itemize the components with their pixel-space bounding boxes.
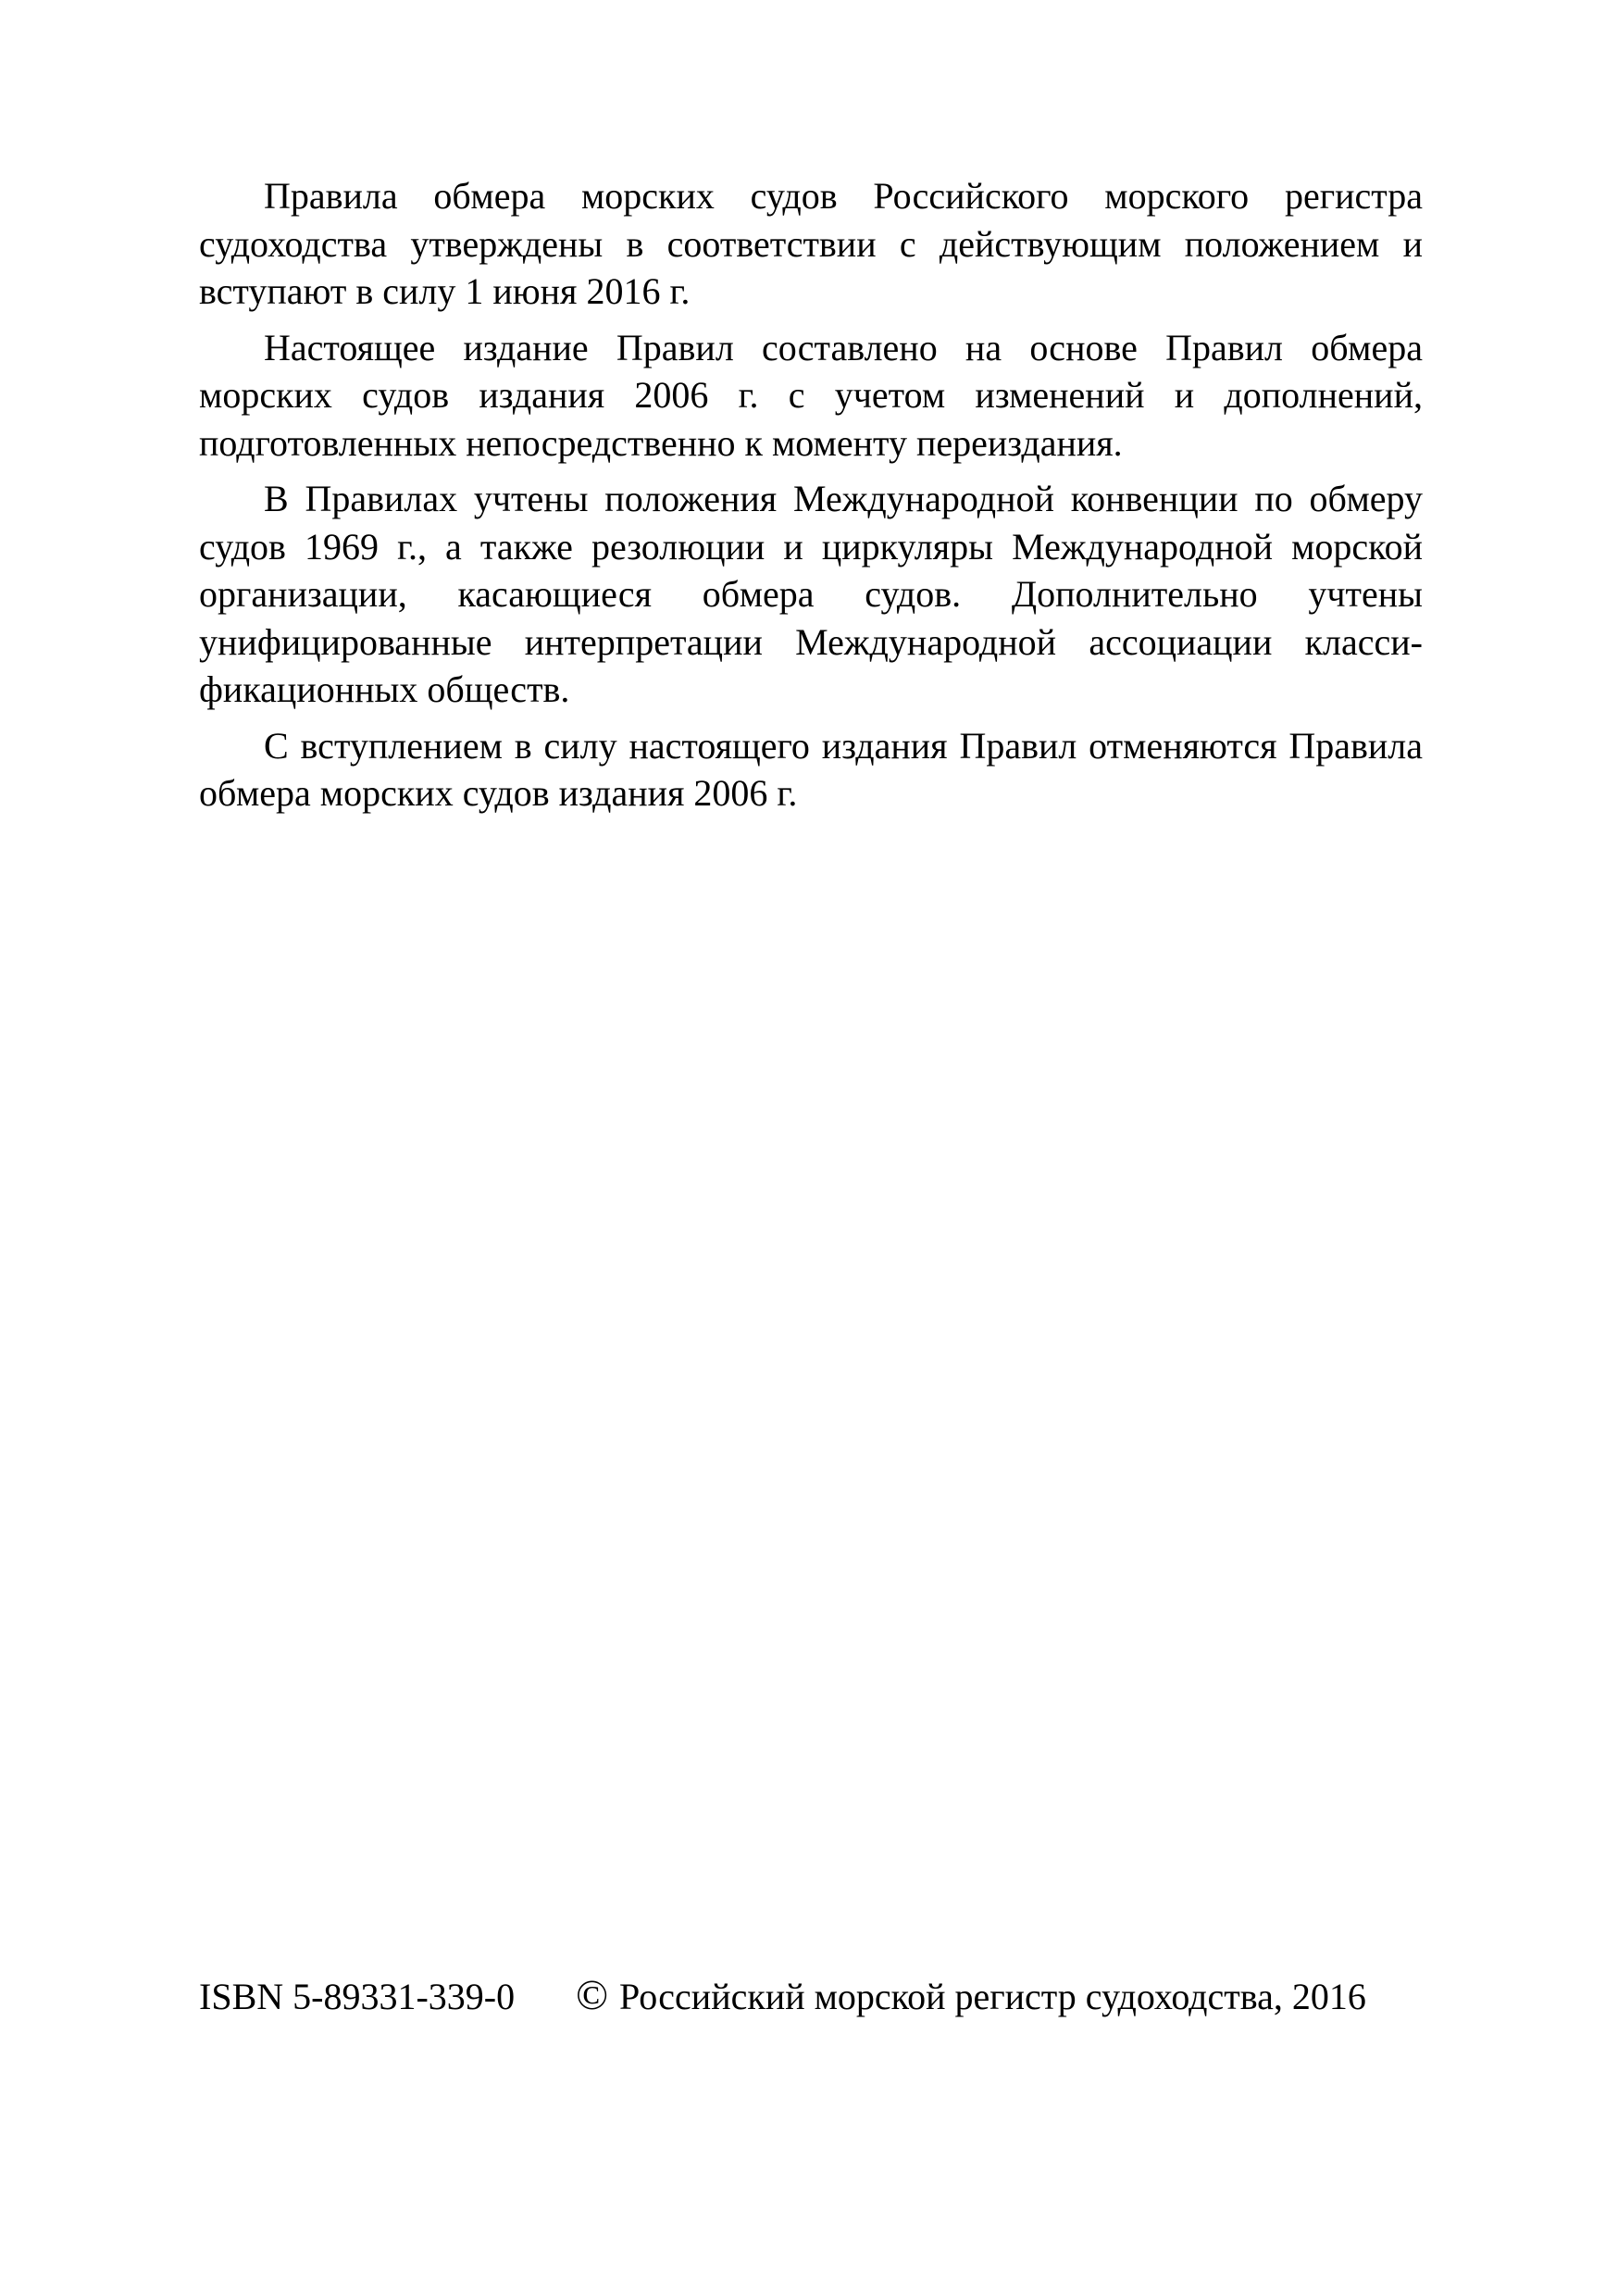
paragraph-edition-basis: Настоящее издание Правил составлено на основе Правил обмера морских судов издания 2006 г. с учетом изменений и дополнений, подготовленных непосредственно к моменту переиздания.: [199, 326, 1423, 464]
paragraph-convention-provisions: В Правилах учтены положения Международной конвенции по обмеру судов 1969 г., а также резолюции и циркуляры Международной морской организации, касающиеся обмера судов. Дополнительно учтены унифицированные интерпретации Международной ассоциации классификационных обществ.: [199, 478, 1423, 710]
paragraph-previous-edition-cancelled: С вступлением в силу настоящего издания Правил отменяются Правила обмера морских судов издания 2006 г.: [199, 724, 1423, 814]
paragraph-rules-approval: Правила обмера морских судов Российского морского регистра судоходства утверждены в соответствии с действующим положением и вступают в силу 1 июня 2016 г.: [199, 175, 1423, 312]
body-text: [199, 172, 1423, 817]
copyright-icon: ©: [576, 1971, 609, 2018]
copyright-holder: Российский морской регистр судоходства, 2016: [619, 1976, 1366, 2017]
copyright-notice: [576, 1969, 1366, 2023]
imprint-footer: [199, 1969, 1423, 2021]
isbn-number: ISBN 5-89331-339-0: [199, 1976, 516, 2017]
